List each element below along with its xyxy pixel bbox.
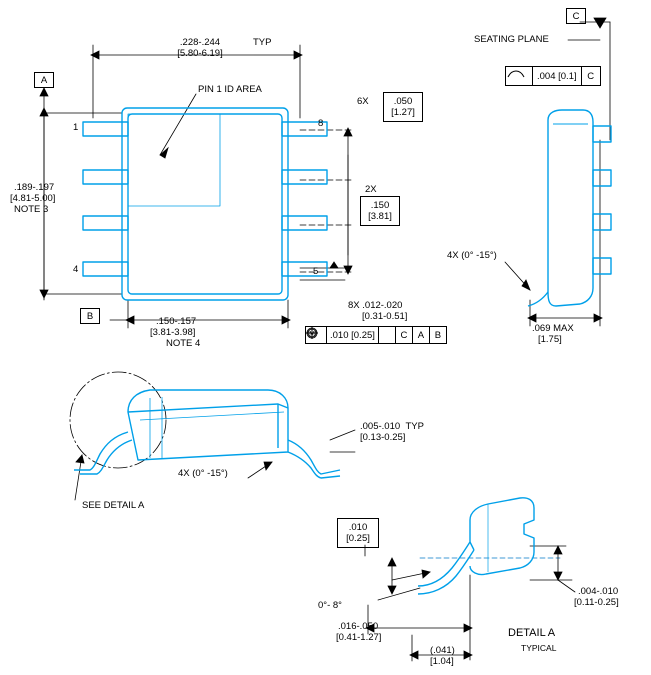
- dim-body-height-note: NOTE 3: [14, 204, 49, 215]
- detail-standoff-mm: [0.25]: [346, 533, 370, 544]
- dim-body-height-inch: .189-.197: [14, 182, 55, 193]
- dim-body-depth-note: NOTE 4: [166, 338, 201, 349]
- side-height-inch: .069 MAX: [532, 323, 574, 334]
- dim-body-depth-inch: .150-.157: [156, 316, 197, 327]
- pin1-id-label: PIN 1 ID AREA: [198, 84, 262, 95]
- flatness-control-frame: [505, 66, 601, 86]
- svg-text:M: M: [309, 331, 315, 338]
- dim-body-width-note: TYP: [253, 37, 272, 48]
- detail-lead-thk-mm: [0.11-0.25]: [574, 597, 619, 608]
- dim-pitch-qty: 6X: [357, 96, 369, 107]
- dim-span-qty: 2X: [365, 184, 377, 195]
- flatness-datum: C: [587, 70, 595, 82]
- dim-span-inch: .150: [370, 200, 390, 211]
- dim-span-box: [360, 196, 400, 226]
- detail-standoff-box: [337, 518, 379, 548]
- detail-lead-angle: 0°- 8°: [318, 600, 342, 611]
- pin-number-5: 5: [313, 266, 319, 277]
- side-lead-angle: 4X (0° -15°): [447, 250, 497, 261]
- iso-thickness-mm: [0.13-0.25]: [360, 432, 406, 443]
- detail-foot-len-mm: [0.41-1.27]: [336, 632, 382, 643]
- flatness-tolerance: .004 [0.1]: [533, 67, 582, 85]
- dim-body-depth-mm: [3.81-3.98]: [150, 327, 196, 338]
- detail-foot-len-inch: .016-.050: [338, 621, 379, 632]
- dim-pitch-inch: .050: [393, 96, 413, 107]
- fcf-datum-a: A: [413, 327, 430, 343]
- datum-b-label: B: [80, 308, 100, 324]
- pin-number-4: 4: [73, 264, 79, 275]
- datum-a-label: A: [34, 72, 54, 88]
- dim-pitch-box: [383, 92, 423, 122]
- iso-lead-angle: 4X (0° -15°): [178, 468, 228, 479]
- dim-body-height-mm: [4.81-5.00]: [10, 193, 56, 204]
- dim-lead-width-line1: 8X .012-.020: [348, 300, 403, 311]
- dim-span-mm: [3.81]: [368, 211, 392, 222]
- dim-pitch-mm: [1.27]: [391, 107, 415, 118]
- pin-number-1: 1: [73, 122, 79, 133]
- detail-foot-ref-mm: [1.04]: [430, 656, 454, 667]
- detail-foot-ref-inch: (.041): [430, 645, 455, 656]
- feature-control-frame: [305, 326, 447, 344]
- detail-standoff-inch: .010: [348, 522, 368, 533]
- flatness-symbol-icon: [506, 67, 533, 85]
- fcf-datum-b: B: [434, 329, 442, 341]
- fcf-tolerance: .010 [0.25]: [327, 327, 379, 343]
- dim-body-width-inch: .228-.244: [179, 37, 221, 48]
- see-detail-a-label: SEE DETAIL A: [82, 500, 145, 511]
- iso-thickness-inch: .005-.010 TYP: [360, 421, 424, 432]
- detail-lead-thk-inch: .004-.010: [578, 586, 619, 597]
- fcf-datum-c: C: [396, 327, 413, 343]
- detail-a-title: DETAIL A: [508, 627, 556, 639]
- detail-a-subtitle: TYPICAL: [521, 643, 557, 653]
- pin-number-8: 8: [318, 118, 324, 129]
- dim-body-width-mm: [5.80-6.19]: [177, 48, 223, 59]
- side-height-mm: [1.75]: [538, 334, 562, 345]
- datum-c-label: C: [566, 8, 586, 24]
- seating-plane-label: SEATING PLANE: [474, 34, 549, 45]
- dim-lead-width-mm: [0.31-0.51]: [362, 311, 408, 322]
